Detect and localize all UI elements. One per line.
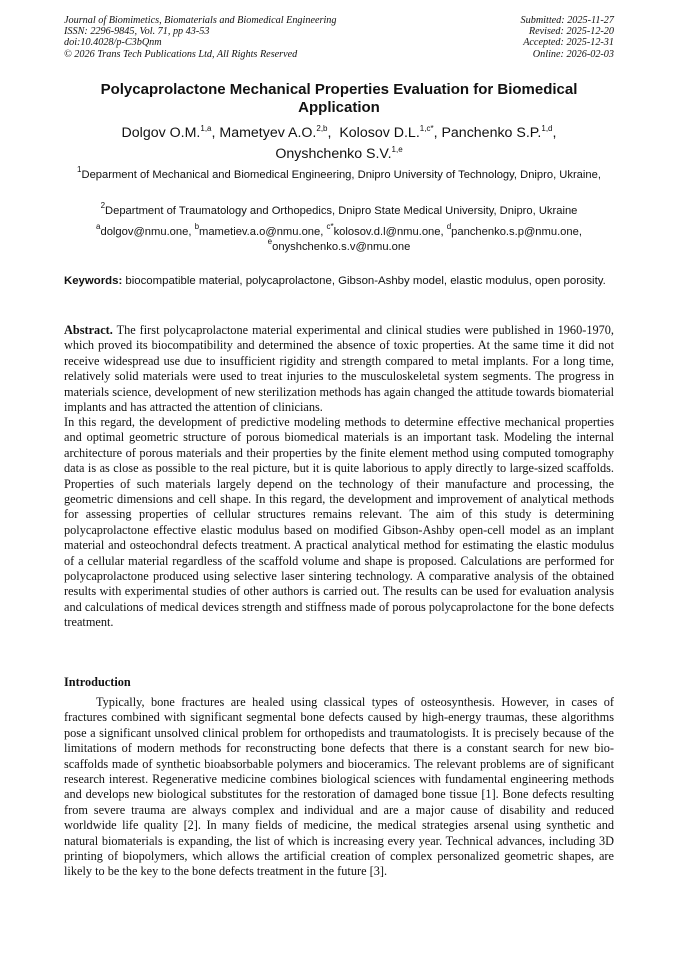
author-list [70,123,608,165]
journal-issn: ISSN: 2296-9845, Vol. 71, pp 43-53 [64,26,210,38]
keywords-label: Keywords: [64,275,123,287]
affiliation-2: $^2$Department of Traumatology and Orthopedics, Dnipro State Medical University, Dnipro, Ukraine [100,201,578,217]
author: Mametyev A.O.$^{2,b}$, [219,124,340,141]
submitted-date: Submitted: 2025-11-27 [520,15,614,26]
revised-date: Revised: 2025-12-20 [528,26,614,38]
author-superscript: 2,b [316,124,328,133]
section-heading-introduction: Introduction [64,675,131,689]
author-name: Onyshchenko S.V. [275,146,392,162]
author [275,146,402,162]
author-superscript: 1,a [200,124,212,133]
email-list [74,222,604,254]
paper-title: Polycaprolactone Mechanical Properties Evaluation for Biomedical Application [100,81,578,116]
author-name: Kolosov D.L. [339,125,420,141]
keywords-text: biocompatible material, polycaprolactone, Gibson-Ashby model, elastic modulus, open porosity. [125,275,606,287]
accepted-date: Accepted: 2025-12-31 [523,37,614,49]
journal-name: Journal of Biomimetics, Biomaterials and Biomedical Engineering [64,15,337,26]
abstract-label: Abstract. [64,323,113,337]
author: Panchenko S.P.$^{1,d}$, [441,124,557,141]
email-link[interactable]: $^{c*}$kolosov.d.l@nmu.one, [326,222,447,238]
keywords [64,274,614,289]
journal-header [64,15,424,60]
journal-copyright: © 2026 Trans Tech Publications Ltd, All Rights Reserved [64,48,298,60]
author-superscript: 1,d [541,124,553,133]
author-name: Mametyev A.O. [219,125,317,141]
author-name: Dolgov O.M. [121,125,201,141]
author-name: Panchenko S.P. [441,125,542,141]
author: Kolosov D.L.$^{1,c*}$, [339,124,442,141]
journal-doi[interactable]: doi:10.4028/p-C3bQnm [64,37,162,49]
dates-header [414,15,614,60]
email-link[interactable]: $^a$dolgov@nmu.one, [96,222,195,238]
introduction-paragraph: Typically, bone fractures are healed using classical types of osteosynthesis. However, in cases of fractures combined with significant segmental bone defects caused by high-energy traumas, these algorithms pose a significant unsolved clinical problem for orthopedists and traumatologists. It is precisely because of the limitations of modern methods for reconstructing bone defects that there is a constant search for new bio-scaffolds made of synthetic bioabsorbable polymers and bioceramics. The relevant problems are of significant research interest. Regenerative medicine combines biological sciences with fundamental engineering methods and develops new biological substitutes for the restoration of damaged bone tissue [1]. Bone defects resulting from severe trauma are always complex and individual and are a major cause of disability and reduced worldwide life quality [2]. In many fields of medicine, the medical strategies arsenal using synthetic and natural biomaterials is expanding, the list of which is increasing every year. Technical advances, including 3D printing of biopolymers, which allows the artificial creation of complex personalized geometric shapes, are likely to be the key to the bone defects treatment in the future [3]. [64,695,614,879]
email-link[interactable]: $^e$onyshchenko.s.v@nmu.one [267,236,411,253]
author-superscript: 1,e [391,145,403,154]
abstract-paragraph-1: Abstract. The first polycaprolactone material experimental and clinical studies were published in 1960-1970, which proved its biocompatibility and determined the absence of toxic properties. At the same time it did not receive widespread use due to insufficient rigidity and strength compared to metal implants. For a long time, relatively solid materials were used to treat injuries to the musculoskeletal system segments. The progress in materials science, development of new sterilization methods has again changed the attitude towards biomaterial implants and has attracted the attention of clinicians. [64,323,614,415]
online-date: Online: 2026-02-03 [532,48,614,60]
email-link[interactable]: $^d$panchenko.s.p@nmu.one, [446,222,582,238]
author-superscript: 1,c* [419,124,434,133]
author: Dolgov O.M.$^{1,a}$, [121,124,220,141]
affiliation-1: $^1$Deparment of Mechanical and Biomedical Engineering, Dnipro University of Technology, Dnipro, Ukraine, [77,165,601,181]
email-link[interactable]: $^b$mametiev.a.o@nmu.one, [194,222,327,238]
abstract-paragraph-2: In this regard, the development of predictive modeling methods to determine effective mechanical properties and optimal geometric structure of porous biomedical materials is an important task. Modeling the internal architecture of porous materials and their properties by the finite element method using computed tomography data is as close as possible to the real picture, but it is quite laborious to apply directly to large-sized scaffolds. Properties of such materials largely depend on the technology of their manufacture and processing, the geometric dimensions and cell shape. In this regard, the development and improvement of analytical methods for assessing properties of cellular structures remains relevant. The aim of this study is determining polycaprolactone effective elastic modulus based on modified Gibson-Ashby open-cell model as an implant material and osteochondral defects treatment. A practical analytical method for estimating the elastic modulus of a cellular material regardless of the scaffold volume and shape is proposed. Calculations are performed for polycaprolactone produced using selective laser sintering technology. A comparative analysis of the obtained results with experimental studies of other authors is carried out. The results can be used for evaluation analysis and calculations of medical devices strength and stiffness made of porous polycaprolactone for the bone defects treatment. [64,415,614,630]
